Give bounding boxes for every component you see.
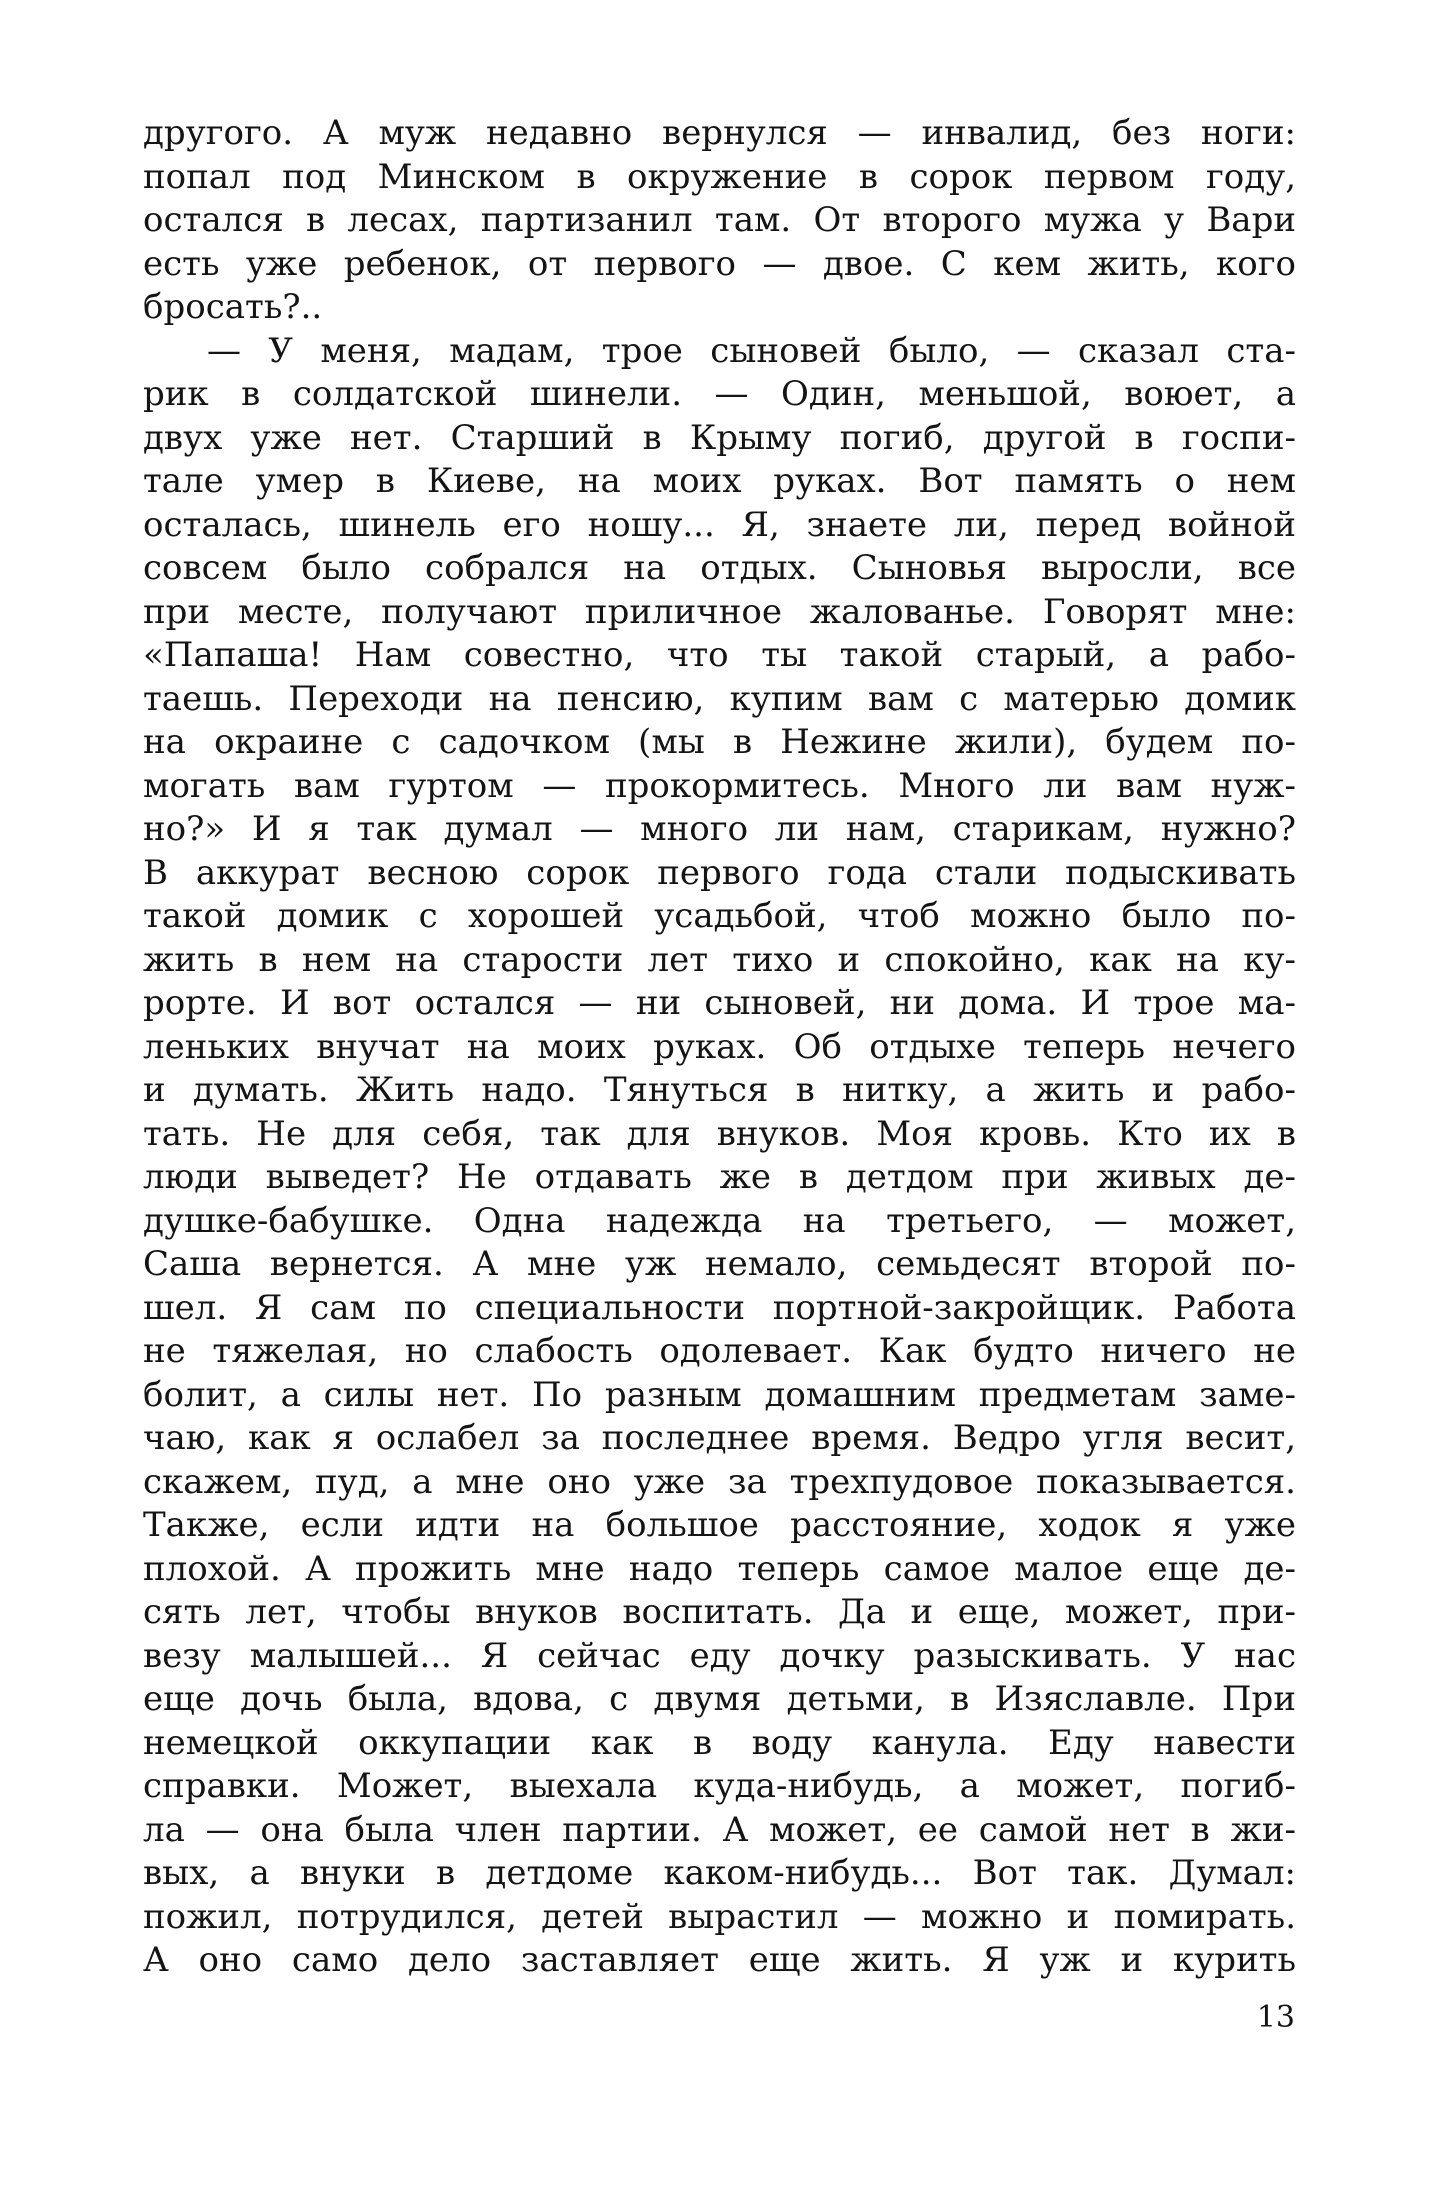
text-line: чаю, как я ослабел за последнее время. Ведро угля весит,: [143, 1418, 1296, 1458]
text-line: при месте, получают приличное жалованье. Говорят мне:: [143, 591, 1296, 632]
text-line: ла — она была член партии. А может, ее самой нет в жи-: [143, 1809, 1296, 1850]
text-line: А оно само дело заставляет еще жить. Я уж и курить: [143, 1940, 1296, 1980]
text-line: шел. Я сам по специальности портной-закройщик. Работа: [143, 1287, 1296, 1328]
text-line: еще дочь была, вдова, с двумя детьми, в Изяславле. При: [143, 1679, 1296, 1719]
text-line: люди выведет? Не отдавать же в детдом при живых де-: [143, 1157, 1296, 1197]
text-line: на окраине с садочком (мы в Нежине жили), будем по-: [143, 722, 1296, 762]
text-line: В аккурат весною сорок первого года стали подыскивать: [143, 852, 1296, 893]
text-line: и думать. Жить надо. Тянуться в нитку, а жить и рабо-: [143, 1070, 1296, 1110]
text-line: есть уже ребенок, от первого — двое. С кем жить, кого: [143, 243, 1296, 284]
text-line: жить в нем на старости лет тихо и спокойно, как на ку-: [143, 939, 1296, 980]
text-line: тале умер в Киеве, на моих руках. Вот память о нем: [143, 461, 1296, 501]
text-line: совсем было собрался на отдых. Сыновья выросли, все: [143, 548, 1296, 588]
text-line: скажем, пуд, а мне оно уже за трехпудовое показывается.: [143, 1461, 1296, 1502]
text-line: пожил, потрудился, детей вырастил — можно и помирать.: [143, 1896, 1296, 1937]
text-line: рорте. И вот остался — ни сыновей, ни дома. И трое ма-: [143, 983, 1296, 1023]
text-line: осталась, шинель его ношу... Я, знаете ли, перед войной: [143, 504, 1296, 545]
text-line: тать. Не для себя, так для внуков. Моя кровь. Кто их в: [143, 1113, 1296, 1154]
text-line: могать вам гуртом — прокормитесь. Много ли вам нуж-: [143, 765, 1296, 806]
text-line: болит, а силы нет. По разным домашним предметам заме-: [143, 1374, 1296, 1415]
text-line: рик в солдатской шинели. — Один, меньшой, воюет, а: [143, 374, 1296, 414]
text-line: справки. Может, выехала куда-нибудь, а может, погиб-: [143, 1766, 1296, 1806]
text-line: немецкой оккупации как в воду канула. Еду навести: [143, 1722, 1296, 1763]
text-line: вых, а внуки в детдоме каком-нибудь... Вот так. Думал:: [143, 1853, 1296, 1893]
text-line: Саша вернется. А мне уж немало, семьдесят второй по-: [143, 1244, 1296, 1284]
text-line: везу малышей... Я сейчас еду дочку разыскивать. У нас: [143, 1635, 1296, 1676]
text-line: сять лет, чтобы внуков воспитать. Да и еще, может, при-: [143, 1592, 1296, 1632]
body-text: [143, 112, 1296, 1983]
text-line: остался в лесах, партизанил там. От второго мужа у Вари: [143, 200, 1296, 240]
text-line: такой домик с хорошей усадьбой, чтоб можно было по-: [143, 896, 1296, 936]
text-line: таешь. Переходи на пенсию, купим вам с матерью домик: [143, 678, 1296, 719]
text-line: «Папаша! Нам совестно, что ты такой старый, а рабо-: [143, 635, 1296, 675]
text-line: плохой. А прожить мне надо теперь самое малое еще де-: [143, 1548, 1296, 1589]
text-line: душке-бабушке. Одна надежда на третьего, — может,: [143, 1200, 1296, 1241]
text-line: не тяжелая, но слабость одолевает. Как будто ничего не: [143, 1331, 1296, 1371]
text-line: бросать?..: [143, 287, 323, 327]
text-line: — У меня, мадам, трое сыновей было, — сказал ста-: [207, 330, 1296, 371]
text-line: попал под Минском в окружение в сорок первом году,: [143, 156, 1296, 197]
text-line: но?» И я так думал — много ли нам, старикам, нужно?: [143, 809, 1296, 849]
page-number: 13: [1256, 2000, 1295, 2035]
text-line: леньких внучат на моих руках. Об отдыхе теперь нечего: [143, 1026, 1296, 1067]
text-line: другого. А муж недавно вернулся — инвалид, без ноги:: [143, 113, 1296, 153]
text-line: двух уже нет. Старший в Крыму погиб, другой в госпи-: [143, 417, 1296, 458]
text-line: Также, если идти на большое расстояние, ходок я уже: [143, 1505, 1296, 1545]
